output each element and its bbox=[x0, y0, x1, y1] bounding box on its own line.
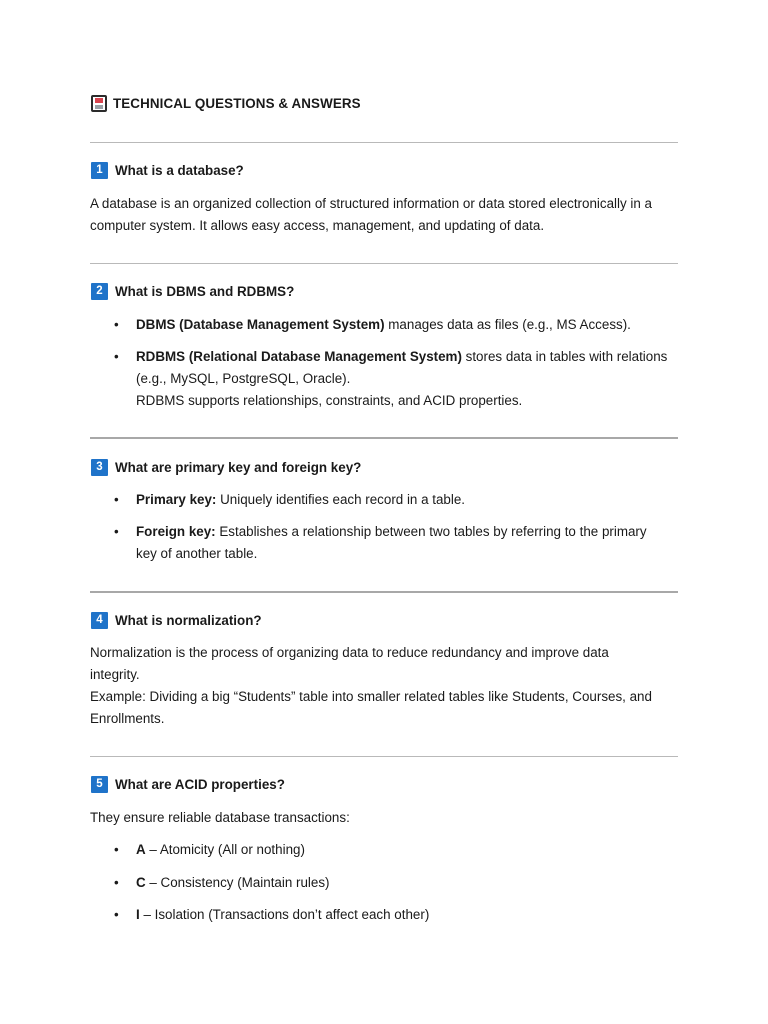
section-divider bbox=[90, 142, 678, 143]
list-item bbox=[112, 489, 672, 511]
term-description-line: (e.g., MySQL, PostgreSQL, Oracle). bbox=[136, 371, 351, 386]
question-4-heading bbox=[91, 612, 262, 629]
term-description: – Consistency (Maintain rules) bbox=[145, 875, 330, 890]
term-description: manages data as files (e.g., MS Access). bbox=[384, 317, 631, 332]
term-description: Establishes a relationship between two tables by referring to the primary bbox=[215, 524, 647, 539]
list-item bbox=[112, 521, 672, 565]
term-label: A bbox=[136, 842, 146, 857]
term-description-line: RDBMS supports relationships, constraints, and ACID properties. bbox=[136, 393, 523, 408]
section-divider bbox=[90, 756, 678, 757]
list-item bbox=[112, 346, 672, 412]
document-title bbox=[91, 95, 361, 112]
number-badge-5: 5 bbox=[91, 776, 108, 793]
bullet-marker: • bbox=[114, 317, 119, 332]
term-label: C bbox=[136, 875, 146, 890]
answer-1 bbox=[90, 193, 680, 237]
section-divider bbox=[90, 263, 678, 264]
number-badge-4: 4 bbox=[91, 612, 108, 629]
bullet-marker: • bbox=[114, 907, 119, 922]
answer-5-intro: They ensure reliable database transactions: bbox=[90, 810, 350, 825]
answer-1-line: A database is an organized collection of structured information or data stored electronically in a bbox=[90, 196, 652, 211]
bullet-marker: • bbox=[114, 492, 119, 507]
section-divider bbox=[90, 437, 678, 439]
section-divider bbox=[90, 591, 678, 593]
list-item bbox=[112, 314, 672, 336]
floppy-disk-icon bbox=[91, 95, 107, 112]
term-label: RDBMS (Relational Database Management System) bbox=[136, 349, 462, 364]
bullet-marker: • bbox=[114, 875, 119, 890]
term-description: stores data in tables with relations bbox=[461, 349, 668, 364]
answer-1-line: computer system. It allows easy access, management, and updating of data. bbox=[90, 218, 545, 233]
question-2-text: What is DBMS and RDBMS? bbox=[115, 284, 295, 299]
question-5-heading bbox=[91, 776, 285, 793]
list-item bbox=[112, 872, 672, 894]
answer-4-line: Example: Dividing a big “Students” table into smaller related tables like Students, Courses, and bbox=[90, 689, 652, 704]
question-5-text: What are ACID properties? bbox=[115, 777, 285, 792]
term-description: Uniquely identifies each record in a table. bbox=[216, 492, 466, 507]
question-1-text: What is a database? bbox=[115, 163, 244, 178]
bullet-marker: • bbox=[114, 349, 119, 364]
number-badge-3: 3 bbox=[91, 459, 108, 476]
answer-4 bbox=[90, 642, 680, 730]
term-label: DBMS (Database Management System) bbox=[136, 317, 385, 332]
document-title-text: TECHNICAL QUESTIONS & ANSWERS bbox=[113, 96, 361, 111]
list-item bbox=[112, 904, 672, 926]
term-label: I bbox=[136, 907, 140, 922]
term-description: – Atomicity (All or nothing) bbox=[145, 842, 305, 857]
question-4-text: What is normalization? bbox=[115, 613, 262, 628]
term-description-line: key of another table. bbox=[136, 546, 258, 561]
question-2-heading bbox=[91, 283, 294, 300]
question-3-text: What are primary key and foreign key? bbox=[115, 460, 362, 475]
bullet-marker: • bbox=[114, 842, 119, 857]
question-3-heading bbox=[91, 459, 361, 476]
number-badge-1: 1 bbox=[91, 162, 108, 179]
answer-4-line: Normalization is the process of organizing data to reduce redundancy and improve data bbox=[90, 645, 609, 660]
term-label: Foreign key: bbox=[136, 524, 216, 539]
answer-4-line: integrity. bbox=[90, 667, 140, 682]
number-badge-2: 2 bbox=[91, 283, 108, 300]
list-item bbox=[112, 839, 672, 861]
term-label: Primary key: bbox=[136, 492, 217, 507]
bullet-marker: • bbox=[114, 524, 119, 539]
term-description: – Isolation (Transactions don’t affect each other) bbox=[139, 907, 430, 922]
answer-4-line: Enrollments. bbox=[90, 711, 165, 726]
question-1-heading bbox=[91, 162, 244, 179]
